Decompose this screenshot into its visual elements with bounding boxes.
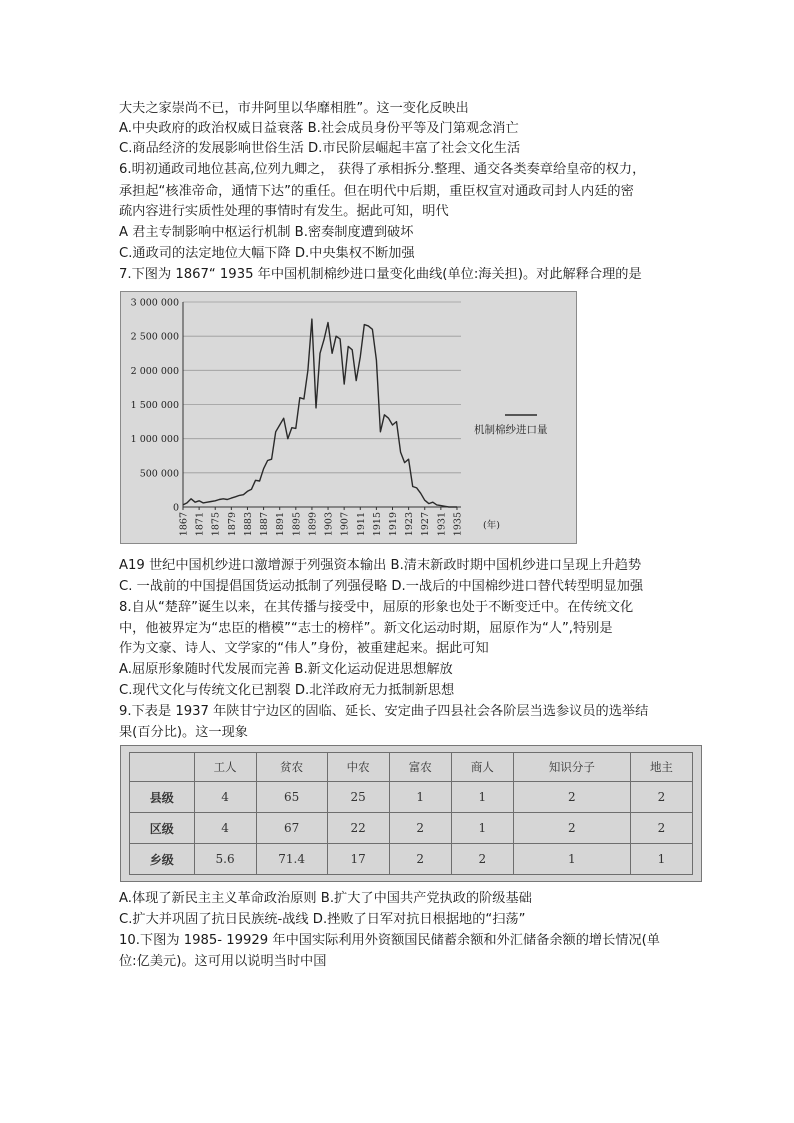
question-6-text: 疏内容进行实质性处理的事情时有发生。据此可知，明代 bbox=[119, 204, 449, 219]
election-result-table-image bbox=[120, 745, 702, 882]
x-axis-ticks bbox=[179, 507, 464, 536]
table-cell: 22 bbox=[327, 813, 389, 844]
x-tick-label: 1919 bbox=[388, 512, 400, 537]
table-cell: 4 bbox=[194, 782, 256, 813]
question-8-text: 中，他被界定为“忠臣的楷模”“志士的榜样”。新文化运动时期，屈原作为“人”,特别是 bbox=[119, 621, 613, 636]
y-tick-label: 0 bbox=[172, 502, 179, 514]
y-tick-label: 1 500 000 bbox=[130, 400, 179, 411]
table-header-cell: 富农 bbox=[389, 753, 451, 782]
y-tick-label: 1 000 000 bbox=[130, 434, 179, 446]
y-tick-label: 500 000 bbox=[139, 468, 179, 480]
table-header-cell: 商人 bbox=[451, 753, 513, 782]
table-cell: 2 bbox=[630, 813, 692, 844]
table-cell: 2 bbox=[513, 782, 630, 813]
table-cell: 4 bbox=[194, 813, 256, 844]
x-tick-label: 1927 bbox=[420, 512, 432, 537]
table-cell: 71.4 bbox=[256, 844, 327, 875]
x-tick-label: 1899 bbox=[307, 512, 319, 537]
table-cell: 1 bbox=[451, 782, 513, 813]
table-row-head: 区级 bbox=[130, 813, 195, 844]
x-tick-label: 1935 bbox=[452, 512, 464, 537]
question-7-options: A19 世纪中国机纱进口激增源于列强资本输出 B.清末新政时期中国机纱进口呈现上升趋势 bbox=[119, 558, 642, 573]
table-cell: 2 bbox=[389, 844, 451, 875]
table-cell: 2 bbox=[389, 813, 451, 844]
answer-options-line: C.通政司的法定地位大幅下降 D.中央集权不断加强 bbox=[119, 246, 415, 261]
chart-grid bbox=[183, 302, 461, 507]
table-header-row bbox=[130, 753, 693, 782]
question-10-text: 位:亿美元)。这可用以说明当时中国 bbox=[119, 954, 327, 969]
table-header-cell: 知识分子 bbox=[513, 753, 630, 782]
x-tick-label: 1867 bbox=[178, 512, 190, 537]
table-row-head: 乡级 bbox=[130, 844, 195, 875]
table-row bbox=[130, 782, 693, 813]
y-tick-label: 2 500 000 bbox=[130, 331, 179, 343]
answer-options-line: A.中央政府的政治权威日益衰落 B.社会成员身份平等及门第观念消亡 bbox=[119, 121, 519, 136]
question-9-options: C.扩大并巩固了抗日民族统-战线 D.挫败了日军对抗日根据地的“扫荡” bbox=[119, 912, 526, 927]
question-6-text: 承担起“核准帝命，通情下达”的重任。但在明代中后期，重臣权宣对通政司封人内廷的密 bbox=[119, 184, 634, 199]
answer-options-line: A 君主专制影响中枢运行机制 B.密奏制度遭到破坏 bbox=[119, 225, 414, 240]
x-tick-label: 1891 bbox=[275, 512, 287, 537]
x-tick-label: 1907 bbox=[339, 512, 351, 537]
x-tick-label: 1871 bbox=[194, 512, 206, 537]
table-row bbox=[130, 813, 693, 844]
answer-options-line: C.商品经济的发展影响世俗生活 D.市民阶层崛起丰富了社会文化生活 bbox=[119, 141, 521, 156]
table-cell: 2 bbox=[630, 782, 692, 813]
x-tick-label: 1879 bbox=[226, 512, 238, 537]
x-tick-label: 1903 bbox=[323, 512, 335, 537]
question-8-text: 作为文豪、诗人、文学家的“伟人”身份，被重建起来。据此可知 bbox=[119, 641, 489, 656]
x-tick-label: 1931 bbox=[436, 512, 448, 537]
x-tick-label: 1895 bbox=[291, 512, 303, 537]
table-cell: 1 bbox=[451, 813, 513, 844]
series-line-yarn-import bbox=[183, 319, 457, 507]
question-text-line: 大夫之家崇尚不已，市井阿里以华靡相胜”。这一变化反映出 bbox=[119, 101, 469, 116]
question-7-options: C. 一战前的中国提倡国货运动抵制了列强侵略 D.一战后的中国棉纱进口替代转型明显加强 bbox=[119, 579, 644, 594]
table-cell: 17 bbox=[327, 844, 389, 875]
y-axis-ticks bbox=[131, 298, 179, 514]
table-cell: 2 bbox=[451, 844, 513, 875]
legend-label: 机制棉纱进口量 bbox=[474, 424, 548, 436]
table-header-cell bbox=[130, 753, 195, 782]
table-cell: 1 bbox=[389, 782, 451, 813]
table-cell: 65 bbox=[256, 782, 327, 813]
table-cell: 5.6 bbox=[194, 844, 256, 875]
table-cell: 1 bbox=[513, 844, 630, 875]
question-9-options: A.体现了新民主主义革命政治原则 B.扩大了中国共产党执政的阶级基础 bbox=[119, 891, 532, 906]
table-cell: 2 bbox=[513, 813, 630, 844]
yarn-import-chart bbox=[120, 291, 577, 544]
line-chart bbox=[121, 292, 576, 543]
table-row-head: 县级 bbox=[130, 782, 195, 813]
x-tick-label: 1887 bbox=[259, 512, 271, 537]
table-header-cell: 工人 bbox=[194, 753, 256, 782]
x-tick-label: 1875 bbox=[210, 512, 222, 537]
question-6-text: 6.明初通政司地位甚高,位列九卿之， 获得了承相拆分.整理、通交各类奏章给皇帝的权力， bbox=[119, 162, 646, 177]
question-9-text: 果(百分比)。这一现象 bbox=[119, 725, 248, 740]
x-tick-label: 1915 bbox=[371, 512, 383, 537]
answer-options-line: A.屈原形象随时代发展而完善 B.新文化运动促进思想解放 bbox=[119, 662, 453, 677]
x-tick-label: 1883 bbox=[242, 512, 254, 537]
table-cell: 67 bbox=[256, 813, 327, 844]
table-row bbox=[130, 844, 693, 875]
table-header-cell: 地主 bbox=[630, 753, 692, 782]
election-result-table bbox=[129, 752, 693, 875]
question-7-text: 7.下图为 1867“ 1935 年中国机制棉纱进口量变化曲线(单位:海关担)。对此解释合理的是 bbox=[119, 267, 642, 282]
x-tick-label: 1911 bbox=[355, 512, 367, 537]
question-8-text: 8.自从“楚辞”诞生以来，在其传播与接受中，屈原的形象也处于不断变迁中。在传统文化 bbox=[119, 600, 634, 615]
table-cell: 25 bbox=[327, 782, 389, 813]
y-tick-label: 2 000 000 bbox=[130, 365, 179, 377]
question-10-text: 10.下图为 1985- 19929 年中国实际利用外资额国民储蓄余额和外汇储备余额的增长情况(单 bbox=[119, 933, 660, 948]
x-axis-unit: (年) bbox=[483, 520, 500, 531]
table-header-cell: 贫农 bbox=[256, 753, 327, 782]
y-tick-label: 3 000 000 bbox=[130, 297, 179, 309]
answer-options-line: C.现代文化与传统文化已割裂 D.北洋政府无力抵制新思想 bbox=[119, 683, 455, 698]
table-cell: 1 bbox=[630, 844, 692, 875]
table-header-cell: 中农 bbox=[327, 753, 389, 782]
x-tick-label: 1923 bbox=[404, 512, 416, 537]
question-9-text: 9.下表是 1937 年陕甘宁边区的固临、延长、安定曲子四县社会各阶层当选参议员的选举结 bbox=[119, 704, 649, 719]
